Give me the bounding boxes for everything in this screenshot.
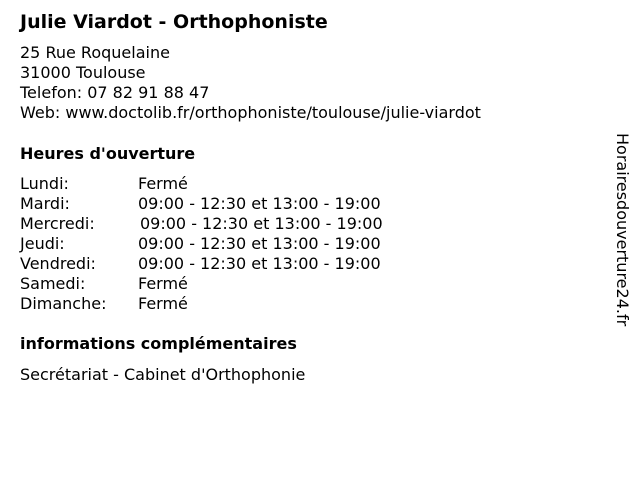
additional-info-text: Secrétariat - Cabinet d'Orthophonie [20,365,306,384]
address-street: 25 Rue Roquelaine [20,43,170,62]
hours-time: Fermé [138,174,188,193]
hours-day: Vendredi: [20,254,96,273]
site-watermark: Horairesdouverture24.fr [613,133,632,327]
hours-time: 09:00 - 12:30 et 13:00 - 19:00 [140,214,383,233]
hours-day: Mercredi: [20,214,95,233]
page-title: Julie Viardot - Orthophoniste [20,11,328,33]
hours-time: Fermé [138,274,188,293]
hours-day: Dimanche: [20,294,107,313]
address-block [20,43,481,123]
phone-number: Telefon: 07 82 91 88 47 [20,83,210,102]
hours-time: 09:00 - 12:30 et 13:00 - 19:00 [138,234,381,253]
hours-time: 09:00 - 12:30 et 13:00 - 19:00 [138,254,381,273]
website: Web: www.doctolib.fr/orthophoniste/toulouse/julie-viardot [20,103,481,122]
opening-hours-heading: Heures d'ouverture [20,144,196,163]
hours-day: Mardi: [20,194,70,213]
hours-time: 09:00 - 12:30 et 13:00 - 19:00 [138,194,381,213]
hours-day: Lundi: [20,174,69,193]
hours-day: Samedi: [20,274,86,293]
hours-time: Fermé [138,294,188,313]
additional-info-heading: informations complémentaires [20,334,297,353]
address-city: 31000 Toulouse [20,63,146,82]
hours-day: Jeudi: [20,234,65,253]
